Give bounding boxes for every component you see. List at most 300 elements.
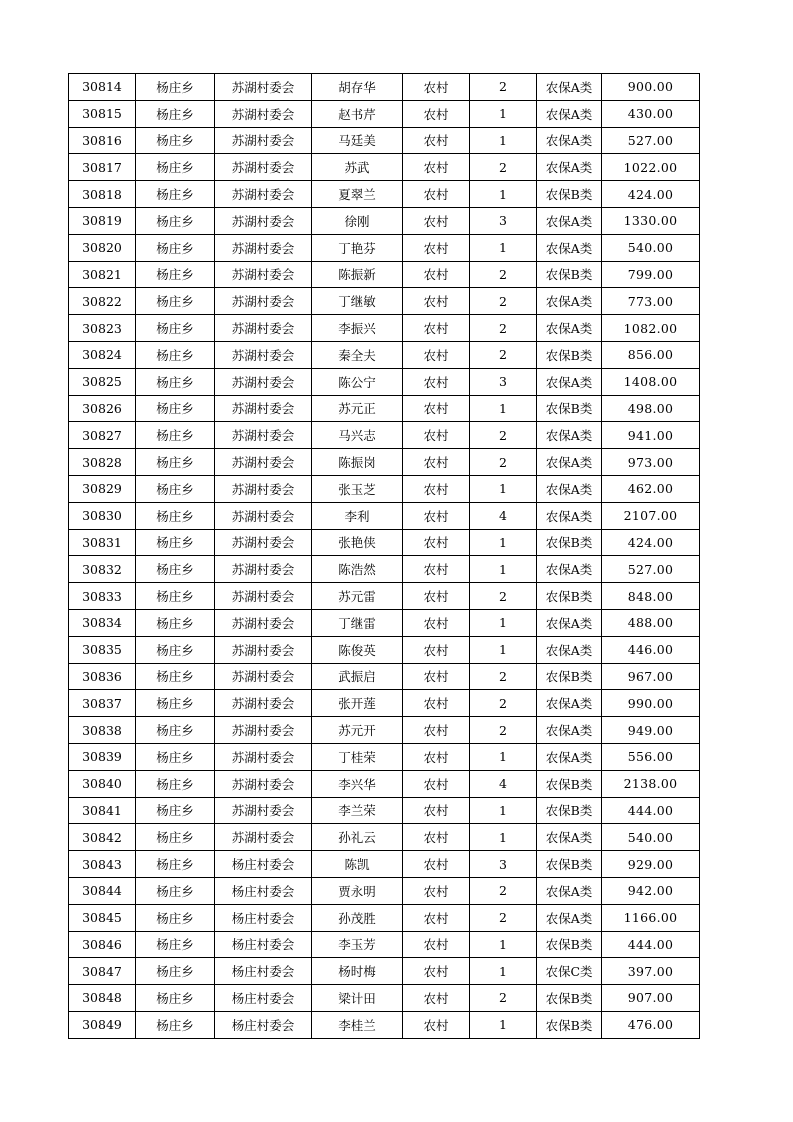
roster-table bbox=[68, 73, 700, 1039]
amount-cell: 907.00 bbox=[602, 985, 700, 1012]
household-count-cell: 1 bbox=[470, 958, 537, 985]
household-count-cell: 1 bbox=[470, 824, 537, 851]
amount-cell: 1082.00 bbox=[602, 315, 700, 342]
household-count-cell: 2 bbox=[470, 341, 537, 368]
table-row bbox=[69, 797, 700, 824]
household-count-cell: 2 bbox=[470, 663, 537, 690]
household-count-cell: 2 bbox=[470, 422, 537, 449]
area-type-cell: 农村 bbox=[403, 717, 470, 744]
township-cell: 杨庄乡 bbox=[136, 931, 215, 958]
household-count-cell: 3 bbox=[470, 368, 537, 395]
area-type-cell: 农村 bbox=[403, 824, 470, 851]
household-count-cell: 2 bbox=[470, 449, 537, 476]
township-cell: 杨庄乡 bbox=[136, 958, 215, 985]
household-count-cell: 4 bbox=[470, 770, 537, 797]
village-committee-cell: 苏湖村委会 bbox=[215, 341, 312, 368]
amount-cell: 430.00 bbox=[602, 100, 700, 127]
amount-cell: 424.00 bbox=[602, 181, 700, 208]
table-row bbox=[69, 609, 700, 636]
record-id-cell: 30846 bbox=[69, 931, 136, 958]
household-count-cell: 1 bbox=[470, 234, 537, 261]
amount-cell: 1166.00 bbox=[602, 904, 700, 931]
person-name-cell: 赵书芹 bbox=[312, 100, 403, 127]
amount-cell: 2107.00 bbox=[602, 502, 700, 529]
insurance-category-cell: 农保A类 bbox=[537, 609, 602, 636]
amount-cell: 1330.00 bbox=[602, 207, 700, 234]
area-type-cell: 农村 bbox=[403, 127, 470, 154]
township-cell: 杨庄乡 bbox=[136, 422, 215, 449]
village-committee-cell: 杨庄村委会 bbox=[215, 985, 312, 1012]
township-cell: 杨庄乡 bbox=[136, 74, 215, 101]
household-count-cell: 3 bbox=[470, 207, 537, 234]
table-row bbox=[69, 1011, 700, 1038]
township-cell: 杨庄乡 bbox=[136, 234, 215, 261]
household-count-cell: 1 bbox=[470, 1011, 537, 1038]
area-type-cell: 农村 bbox=[403, 368, 470, 395]
household-count-cell: 1 bbox=[470, 181, 537, 208]
amount-cell: 773.00 bbox=[602, 288, 700, 315]
insurance-category-cell: 农保A类 bbox=[537, 288, 602, 315]
area-type-cell: 农村 bbox=[403, 395, 470, 422]
village-committee-cell: 杨庄村委会 bbox=[215, 877, 312, 904]
area-type-cell: 农村 bbox=[403, 797, 470, 824]
amount-cell: 900.00 bbox=[602, 74, 700, 101]
village-committee-cell: 苏湖村委会 bbox=[215, 449, 312, 476]
amount-cell: 424.00 bbox=[602, 529, 700, 556]
insurance-category-cell: 农保A类 bbox=[537, 904, 602, 931]
household-count-cell: 2 bbox=[470, 288, 537, 315]
township-cell: 杨庄乡 bbox=[136, 797, 215, 824]
person-name-cell: 徐刚 bbox=[312, 207, 403, 234]
amount-cell: 540.00 bbox=[602, 234, 700, 261]
village-committee-cell: 苏湖村委会 bbox=[215, 207, 312, 234]
record-id-cell: 30837 bbox=[69, 690, 136, 717]
table-row bbox=[69, 74, 700, 101]
insurance-category-cell: 农保C类 bbox=[537, 958, 602, 985]
village-committee-cell: 苏湖村委会 bbox=[215, 743, 312, 770]
village-committee-cell: 苏湖村委会 bbox=[215, 181, 312, 208]
household-count-cell: 2 bbox=[470, 583, 537, 610]
record-id-cell: 30821 bbox=[69, 261, 136, 288]
person-name-cell: 陈振岗 bbox=[312, 449, 403, 476]
table-row bbox=[69, 154, 700, 181]
area-type-cell: 农村 bbox=[403, 556, 470, 583]
table-row bbox=[69, 368, 700, 395]
household-count-cell: 4 bbox=[470, 502, 537, 529]
record-id-cell: 30824 bbox=[69, 341, 136, 368]
area-type-cell: 农村 bbox=[403, 636, 470, 663]
table-row bbox=[69, 824, 700, 851]
record-id-cell: 30832 bbox=[69, 556, 136, 583]
township-cell: 杨庄乡 bbox=[136, 502, 215, 529]
township-cell: 杨庄乡 bbox=[136, 529, 215, 556]
table-row bbox=[69, 475, 700, 502]
household-count-cell: 2 bbox=[470, 690, 537, 717]
household-count-cell: 2 bbox=[470, 717, 537, 744]
village-committee-cell: 杨庄村委会 bbox=[215, 904, 312, 931]
area-type-cell: 农村 bbox=[403, 207, 470, 234]
record-id-cell: 30816 bbox=[69, 127, 136, 154]
amount-cell: 967.00 bbox=[602, 663, 700, 690]
amount-cell: 941.00 bbox=[602, 422, 700, 449]
table-row bbox=[69, 931, 700, 958]
table-row bbox=[69, 288, 700, 315]
person-name-cell: 苏元开 bbox=[312, 717, 403, 744]
amount-cell: 540.00 bbox=[602, 824, 700, 851]
table-row bbox=[69, 636, 700, 663]
household-count-cell: 1 bbox=[470, 395, 537, 422]
township-cell: 杨庄乡 bbox=[136, 663, 215, 690]
insurance-category-cell: 农保A类 bbox=[537, 368, 602, 395]
village-committee-cell: 苏湖村委会 bbox=[215, 717, 312, 744]
person-name-cell: 夏翠兰 bbox=[312, 181, 403, 208]
person-name-cell: 张艳侠 bbox=[312, 529, 403, 556]
township-cell: 杨庄乡 bbox=[136, 261, 215, 288]
village-committee-cell: 苏湖村委会 bbox=[215, 100, 312, 127]
insurance-category-cell: 农保B类 bbox=[537, 261, 602, 288]
township-cell: 杨庄乡 bbox=[136, 583, 215, 610]
township-cell: 杨庄乡 bbox=[136, 877, 215, 904]
insurance-category-cell: 农保A类 bbox=[537, 234, 602, 261]
person-name-cell: 陈公宁 bbox=[312, 368, 403, 395]
insurance-category-cell: 农保A类 bbox=[537, 636, 602, 663]
area-type-cell: 农村 bbox=[403, 100, 470, 127]
area-type-cell: 农村 bbox=[403, 609, 470, 636]
household-count-cell: 2 bbox=[470, 261, 537, 288]
table-row bbox=[69, 743, 700, 770]
area-type-cell: 农村 bbox=[403, 851, 470, 878]
amount-cell: 527.00 bbox=[602, 127, 700, 154]
table-row bbox=[69, 100, 700, 127]
record-id-cell: 30838 bbox=[69, 717, 136, 744]
insurance-category-cell: 农保A类 bbox=[537, 556, 602, 583]
insurance-category-cell: 农保B类 bbox=[537, 797, 602, 824]
person-name-cell: 秦全夫 bbox=[312, 341, 403, 368]
household-count-cell: 1 bbox=[470, 931, 537, 958]
amount-cell: 556.00 bbox=[602, 743, 700, 770]
area-type-cell: 农村 bbox=[403, 529, 470, 556]
record-id-cell: 30817 bbox=[69, 154, 136, 181]
insurance-category-cell: 农保B类 bbox=[537, 1011, 602, 1038]
insurance-category-cell: 农保B类 bbox=[537, 181, 602, 208]
household-count-cell: 1 bbox=[470, 797, 537, 824]
household-count-cell: 2 bbox=[470, 315, 537, 342]
township-cell: 杨庄乡 bbox=[136, 395, 215, 422]
insurance-category-cell: 农保A类 bbox=[537, 475, 602, 502]
township-cell: 杨庄乡 bbox=[136, 556, 215, 583]
household-count-cell: 1 bbox=[470, 556, 537, 583]
area-type-cell: 农村 bbox=[403, 663, 470, 690]
table-row bbox=[69, 502, 700, 529]
household-count-cell: 1 bbox=[470, 529, 537, 556]
table-row bbox=[69, 127, 700, 154]
household-count-cell: 2 bbox=[470, 904, 537, 931]
area-type-cell: 农村 bbox=[403, 449, 470, 476]
record-id-cell: 30825 bbox=[69, 368, 136, 395]
insurance-category-cell: 农保A类 bbox=[537, 449, 602, 476]
person-name-cell: 丁艳芬 bbox=[312, 234, 403, 261]
person-name-cell: 陈振新 bbox=[312, 261, 403, 288]
township-cell: 杨庄乡 bbox=[136, 127, 215, 154]
township-cell: 杨庄乡 bbox=[136, 770, 215, 797]
person-name-cell: 丁桂荣 bbox=[312, 743, 403, 770]
person-name-cell: 孙礼云 bbox=[312, 824, 403, 851]
village-committee-cell: 苏湖村委会 bbox=[215, 556, 312, 583]
area-type-cell: 农村 bbox=[403, 315, 470, 342]
insurance-category-cell: 农保A类 bbox=[537, 717, 602, 744]
township-cell: 杨庄乡 bbox=[136, 851, 215, 878]
person-name-cell: 李兰荣 bbox=[312, 797, 403, 824]
amount-cell: 527.00 bbox=[602, 556, 700, 583]
table-row bbox=[69, 958, 700, 985]
township-cell: 杨庄乡 bbox=[136, 717, 215, 744]
table-row bbox=[69, 690, 700, 717]
village-committee-cell: 苏湖村委会 bbox=[215, 690, 312, 717]
person-name-cell: 陈凯 bbox=[312, 851, 403, 878]
township-cell: 杨庄乡 bbox=[136, 368, 215, 395]
household-count-cell: 1 bbox=[470, 636, 537, 663]
household-count-cell: 2 bbox=[470, 74, 537, 101]
village-committee-cell: 苏湖村委会 bbox=[215, 234, 312, 261]
area-type-cell: 农村 bbox=[403, 985, 470, 1012]
insurance-category-cell: 农保B类 bbox=[537, 341, 602, 368]
township-cell: 杨庄乡 bbox=[136, 449, 215, 476]
area-type-cell: 农村 bbox=[403, 502, 470, 529]
table-row bbox=[69, 583, 700, 610]
record-id-cell: 30849 bbox=[69, 1011, 136, 1038]
township-cell: 杨庄乡 bbox=[136, 315, 215, 342]
village-committee-cell: 杨庄村委会 bbox=[215, 958, 312, 985]
township-cell: 杨庄乡 bbox=[136, 985, 215, 1012]
amount-cell: 446.00 bbox=[602, 636, 700, 663]
person-name-cell: 苏元正 bbox=[312, 395, 403, 422]
area-type-cell: 农村 bbox=[403, 743, 470, 770]
person-name-cell: 李振兴 bbox=[312, 315, 403, 342]
area-type-cell: 农村 bbox=[403, 261, 470, 288]
village-committee-cell: 苏湖村委会 bbox=[215, 74, 312, 101]
area-type-cell: 农村 bbox=[403, 583, 470, 610]
record-id-cell: 30823 bbox=[69, 315, 136, 342]
amount-cell: 973.00 bbox=[602, 449, 700, 476]
township-cell: 杨庄乡 bbox=[136, 636, 215, 663]
amount-cell: 476.00 bbox=[602, 1011, 700, 1038]
amount-cell: 444.00 bbox=[602, 931, 700, 958]
table-row bbox=[69, 529, 700, 556]
township-cell: 杨庄乡 bbox=[136, 207, 215, 234]
record-id-cell: 30833 bbox=[69, 583, 136, 610]
record-id-cell: 30847 bbox=[69, 958, 136, 985]
amount-cell: 856.00 bbox=[602, 341, 700, 368]
record-id-cell: 30818 bbox=[69, 181, 136, 208]
person-name-cell: 陈浩然 bbox=[312, 556, 403, 583]
record-id-cell: 30814 bbox=[69, 74, 136, 101]
table-row bbox=[69, 770, 700, 797]
village-committee-cell: 苏湖村委会 bbox=[215, 583, 312, 610]
record-id-cell: 30831 bbox=[69, 529, 136, 556]
table-row bbox=[69, 663, 700, 690]
township-cell: 杨庄乡 bbox=[136, 100, 215, 127]
household-count-cell: 2 bbox=[470, 877, 537, 904]
amount-cell: 488.00 bbox=[602, 609, 700, 636]
village-committee-cell: 苏湖村委会 bbox=[215, 127, 312, 154]
area-type-cell: 农村 bbox=[403, 690, 470, 717]
person-name-cell: 马兴志 bbox=[312, 422, 403, 449]
household-count-cell: 1 bbox=[470, 100, 537, 127]
table-row bbox=[69, 422, 700, 449]
insurance-category-cell: 农保A类 bbox=[537, 743, 602, 770]
township-cell: 杨庄乡 bbox=[136, 341, 215, 368]
insurance-category-cell: 农保B类 bbox=[537, 985, 602, 1012]
area-type-cell: 农村 bbox=[403, 74, 470, 101]
amount-cell: 498.00 bbox=[602, 395, 700, 422]
area-type-cell: 农村 bbox=[403, 958, 470, 985]
person-name-cell: 李利 bbox=[312, 502, 403, 529]
village-committee-cell: 苏湖村委会 bbox=[215, 288, 312, 315]
record-id-cell: 30836 bbox=[69, 663, 136, 690]
village-committee-cell: 苏湖村委会 bbox=[215, 395, 312, 422]
amount-cell: 929.00 bbox=[602, 851, 700, 878]
table-row bbox=[69, 449, 700, 476]
village-committee-cell: 苏湖村委会 bbox=[215, 368, 312, 395]
village-committee-cell: 苏湖村委会 bbox=[215, 636, 312, 663]
record-id-cell: 30844 bbox=[69, 877, 136, 904]
amount-cell: 2138.00 bbox=[602, 770, 700, 797]
record-id-cell: 30840 bbox=[69, 770, 136, 797]
village-committee-cell: 苏湖村委会 bbox=[215, 422, 312, 449]
person-name-cell: 丁继敏 bbox=[312, 288, 403, 315]
village-committee-cell: 苏湖村委会 bbox=[215, 797, 312, 824]
person-name-cell: 苏武 bbox=[312, 154, 403, 181]
township-cell: 杨庄乡 bbox=[136, 181, 215, 208]
insurance-category-cell: 农保A类 bbox=[537, 502, 602, 529]
township-cell: 杨庄乡 bbox=[136, 288, 215, 315]
township-cell: 杨庄乡 bbox=[136, 154, 215, 181]
person-name-cell: 贾永明 bbox=[312, 877, 403, 904]
insurance-category-cell: 农保A类 bbox=[537, 877, 602, 904]
village-committee-cell: 苏湖村委会 bbox=[215, 315, 312, 342]
record-id-cell: 30827 bbox=[69, 422, 136, 449]
insurance-category-cell: 农保B类 bbox=[537, 663, 602, 690]
village-committee-cell: 苏湖村委会 bbox=[215, 154, 312, 181]
household-count-cell: 1 bbox=[470, 127, 537, 154]
township-cell: 杨庄乡 bbox=[136, 904, 215, 931]
household-count-cell: 1 bbox=[470, 609, 537, 636]
person-name-cell: 胡存华 bbox=[312, 74, 403, 101]
area-type-cell: 农村 bbox=[403, 475, 470, 502]
record-id-cell: 30834 bbox=[69, 609, 136, 636]
insurance-category-cell: 农保B类 bbox=[537, 931, 602, 958]
person-name-cell: 孙茂胜 bbox=[312, 904, 403, 931]
area-type-cell: 农村 bbox=[403, 422, 470, 449]
household-count-cell: 1 bbox=[470, 743, 537, 770]
insurance-category-cell: 农保B类 bbox=[537, 851, 602, 878]
table-row bbox=[69, 985, 700, 1012]
table-row bbox=[69, 877, 700, 904]
area-type-cell: 农村 bbox=[403, 288, 470, 315]
insurance-category-cell: 农保A类 bbox=[537, 422, 602, 449]
roster-body bbox=[69, 74, 700, 1039]
area-type-cell: 农村 bbox=[403, 1011, 470, 1038]
insurance-category-cell: 农保B类 bbox=[537, 583, 602, 610]
person-name-cell: 杨时梅 bbox=[312, 958, 403, 985]
table-row bbox=[69, 261, 700, 288]
table-row bbox=[69, 851, 700, 878]
insurance-category-cell: 农保B类 bbox=[537, 529, 602, 556]
record-id-cell: 30828 bbox=[69, 449, 136, 476]
amount-cell: 848.00 bbox=[602, 583, 700, 610]
village-committee-cell: 苏湖村委会 bbox=[215, 824, 312, 851]
village-committee-cell: 苏湖村委会 bbox=[215, 261, 312, 288]
amount-cell: 1408.00 bbox=[602, 368, 700, 395]
person-name-cell: 张开莲 bbox=[312, 690, 403, 717]
amount-cell: 397.00 bbox=[602, 958, 700, 985]
record-id-cell: 30830 bbox=[69, 502, 136, 529]
area-type-cell: 农村 bbox=[403, 877, 470, 904]
area-type-cell: 农村 bbox=[403, 234, 470, 261]
area-type-cell: 农村 bbox=[403, 770, 470, 797]
insurance-category-cell: 农保A类 bbox=[537, 315, 602, 342]
person-name-cell: 梁计田 bbox=[312, 985, 403, 1012]
person-name-cell: 马廷美 bbox=[312, 127, 403, 154]
record-id-cell: 30815 bbox=[69, 100, 136, 127]
village-committee-cell: 苏湖村委会 bbox=[215, 609, 312, 636]
insurance-category-cell: 农保A类 bbox=[537, 100, 602, 127]
amount-cell: 444.00 bbox=[602, 797, 700, 824]
record-id-cell: 30843 bbox=[69, 851, 136, 878]
insurance-category-cell: 农保A类 bbox=[537, 74, 602, 101]
insurance-category-cell: 农保B类 bbox=[537, 395, 602, 422]
person-name-cell: 张玉芝 bbox=[312, 475, 403, 502]
person-name-cell: 丁继雷 bbox=[312, 609, 403, 636]
village-committee-cell: 苏湖村委会 bbox=[215, 475, 312, 502]
area-type-cell: 农村 bbox=[403, 904, 470, 931]
household-count-cell: 1 bbox=[470, 475, 537, 502]
record-id-cell: 30820 bbox=[69, 234, 136, 261]
record-id-cell: 30842 bbox=[69, 824, 136, 851]
area-type-cell: 农村 bbox=[403, 931, 470, 958]
township-cell: 杨庄乡 bbox=[136, 743, 215, 770]
insurance-category-cell: 农保A类 bbox=[537, 127, 602, 154]
person-name-cell: 李兴华 bbox=[312, 770, 403, 797]
insurance-category-cell: 农保B类 bbox=[537, 770, 602, 797]
amount-cell: 942.00 bbox=[602, 877, 700, 904]
record-id-cell: 30829 bbox=[69, 475, 136, 502]
amount-cell: 990.00 bbox=[602, 690, 700, 717]
table-row bbox=[69, 341, 700, 368]
village-committee-cell: 杨庄村委会 bbox=[215, 1011, 312, 1038]
insurance-category-cell: 农保A类 bbox=[537, 207, 602, 234]
record-id-cell: 30822 bbox=[69, 288, 136, 315]
village-committee-cell: 杨庄村委会 bbox=[215, 931, 312, 958]
amount-cell: 799.00 bbox=[602, 261, 700, 288]
township-cell: 杨庄乡 bbox=[136, 475, 215, 502]
amount-cell: 462.00 bbox=[602, 475, 700, 502]
township-cell: 杨庄乡 bbox=[136, 690, 215, 717]
village-committee-cell: 苏湖村委会 bbox=[215, 502, 312, 529]
village-committee-cell: 苏湖村委会 bbox=[215, 770, 312, 797]
village-committee-cell: 杨庄村委会 bbox=[215, 851, 312, 878]
area-type-cell: 农村 bbox=[403, 341, 470, 368]
record-id-cell: 30839 bbox=[69, 743, 136, 770]
person-name-cell: 陈俊英 bbox=[312, 636, 403, 663]
table-row bbox=[69, 717, 700, 744]
household-count-cell: 3 bbox=[470, 851, 537, 878]
area-type-cell: 农村 bbox=[403, 181, 470, 208]
record-id-cell: 30826 bbox=[69, 395, 136, 422]
township-cell: 杨庄乡 bbox=[136, 824, 215, 851]
person-name-cell: 苏元雷 bbox=[312, 583, 403, 610]
table-row bbox=[69, 395, 700, 422]
